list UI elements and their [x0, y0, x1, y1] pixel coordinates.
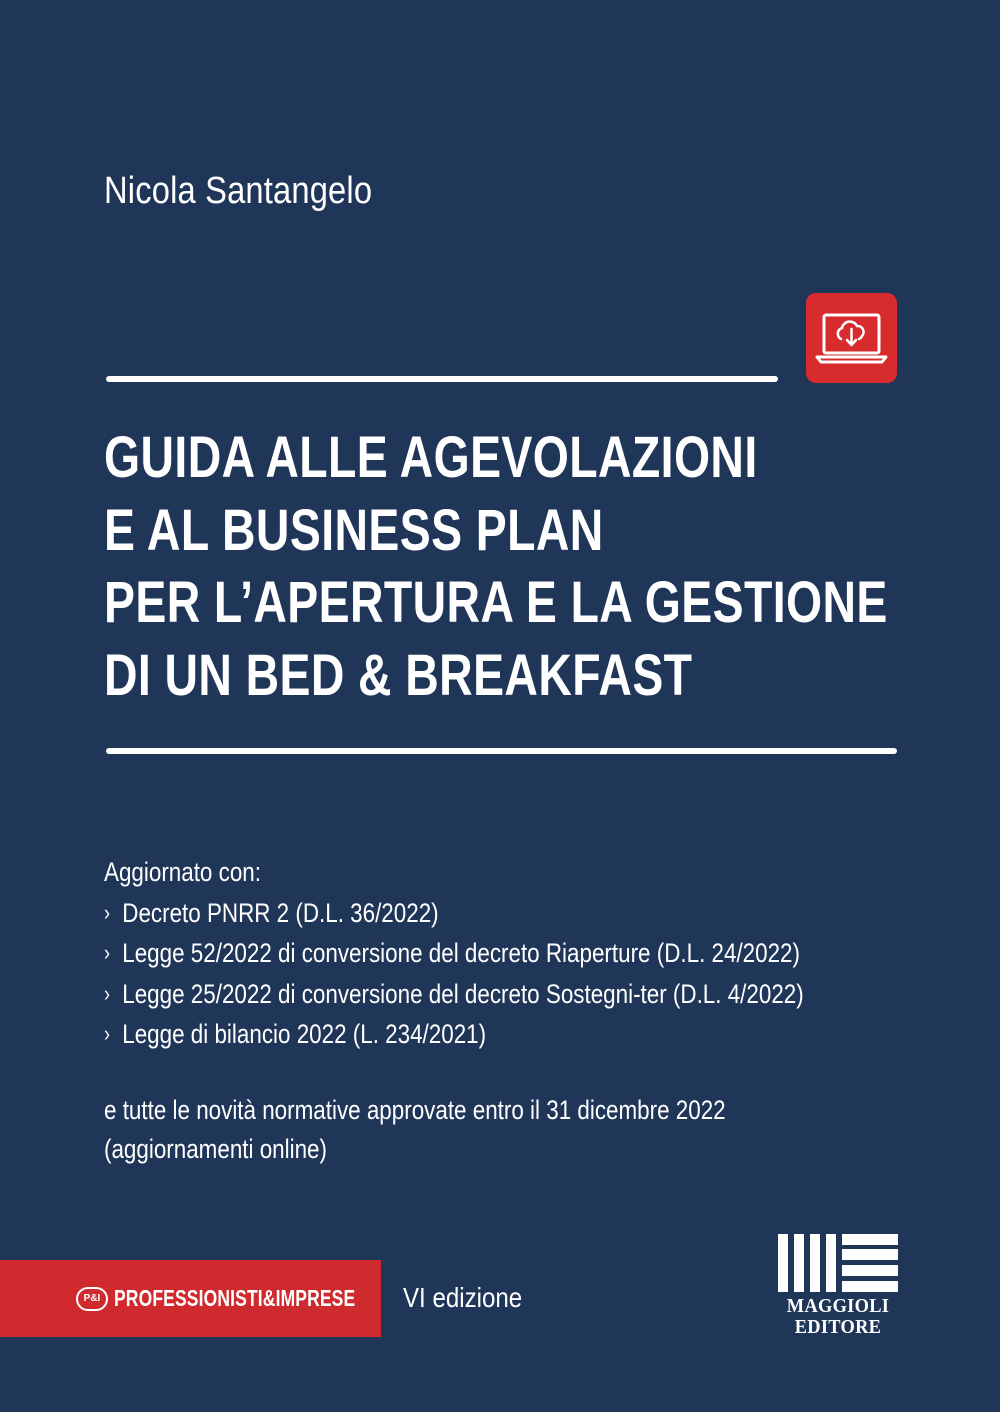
author-name: Nicola Santangelo [104, 170, 373, 212]
list-item-text: Legge 52/2022 di conversione del decreto Riaperture (D.L. 24/2022) [122, 938, 800, 968]
title-line: GUIDA ALLE AGEVOLAZIONI [104, 425, 758, 490]
publisher-mark-icon [778, 1234, 898, 1294]
note-line: e tutte le novità normative approvate entro il 31 dicembre 2022 [104, 1095, 726, 1125]
publisher-logo [778, 1234, 898, 1340]
title-divider-bottom [106, 748, 897, 754]
regulatory-updates-note [104, 1091, 726, 1169]
digital-edition-badge [806, 293, 897, 383]
chevron-right-icon: › [104, 1021, 111, 1046]
list-item [104, 933, 804, 974]
list-item-text: Legge 25/2022 di conversione del decreto Sostegni-ter (D.L. 4/2022) [122, 978, 804, 1009]
list-item [104, 893, 804, 934]
chevron-right-icon: › [104, 980, 111, 1006]
chevron-right-icon: › [104, 940, 111, 965]
title-line: DI UN BED & BREAKFAST [104, 642, 693, 708]
chevron-right-icon: › [104, 899, 111, 925]
updates-list [104, 893, 804, 1055]
series-band [0, 1260, 381, 1337]
list-item-text: Decreto PNRR 2 (D.L. 36/2022) [122, 897, 439, 928]
series-logo-icon: P&I [76, 1287, 108, 1311]
title-line: PER L’APERTURA E LA GESTIONE [104, 570, 888, 635]
book-title [104, 422, 888, 712]
laptop-cloud-download-icon [806, 293, 897, 383]
list-item [104, 974, 804, 1015]
note-line: (aggiornamenti online) [104, 1134, 327, 1164]
series-name: PROFESSIONISTI&IMPRESE [114, 1285, 356, 1311]
list-item-text: Legge di bilancio 2022 (L. 234/2021) [122, 1019, 487, 1049]
title-divider-top [106, 376, 778, 382]
title-line: E AL BUSINESS PLAN [104, 497, 604, 563]
updates-heading: Aggiornato con: [104, 857, 261, 887]
publisher-name: MAGGIOLI EDITORE [786, 1295, 890, 1338]
edition-label: VI edizione [403, 1282, 523, 1313]
updates-block [104, 852, 804, 1055]
list-item [104, 1014, 804, 1055]
